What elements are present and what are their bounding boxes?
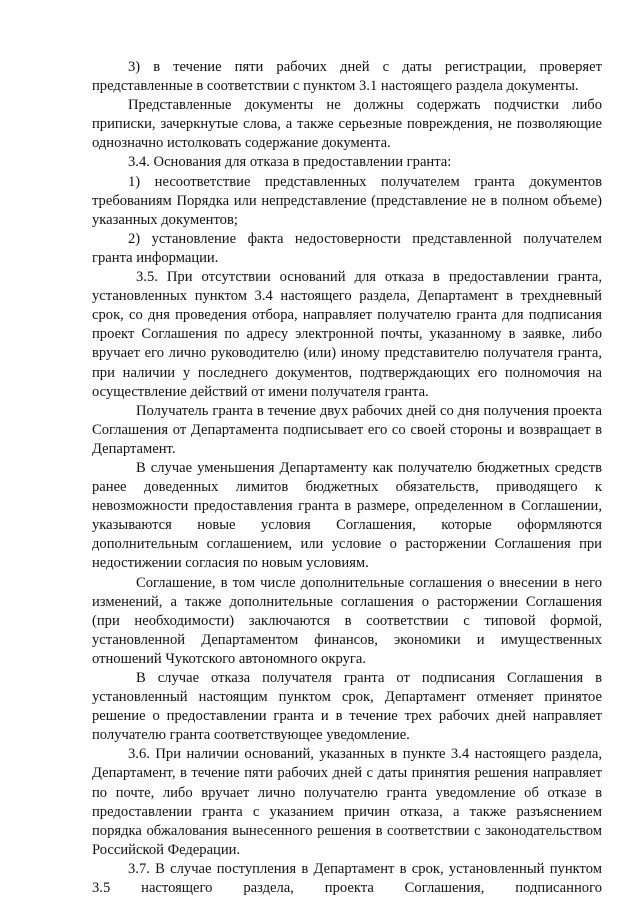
paragraph-signing-term: Получатель гранта в течение двух рабочих дней со дня получения проекта Соглашения от Департамента подписывает его со своей стороны и возвращает в Департамент. [92, 402, 602, 457]
paragraph-3-4-heading: 3.4. Основания для отказа в предоставлении гранта: [128, 154, 452, 171]
document-page [92, 58, 602, 898]
paragraph-3-4-item-1: 1) несоответствие представленных получателем гранта документов требованиям Порядка или непредставление (представление не в полном объеме) указанных документов; [92, 173, 602, 228]
paragraph-3-5: 3.5. При отсутствии оснований для отказа в предоставлении гранта, установленных пунктом 3.4 настоящего раздела, Департамент в трехдневный срок, со дня проведения отбора, направляет получателю гранта для подписания проект Соглашения по адресу электронной почты, указанному в заявке, либо вручает его лично руководителю (или) иному представителю получателя гранта, при наличии у последнего документов, подтверждающих его полномочия на осуществление действий от имени получателя гранта. [92, 269, 602, 400]
paragraph-3-4-item-2: 2) установление факта недостоверности представленной получателем гранта информации. [92, 230, 602, 266]
paragraph-refusal-to-sign: В случае отказа получателя гранта от подписания Соглашения в установленный настоящим пунктом срок, Департамент отменяет принятое решение о предоставлении гранта и в течение трех рабочих дней направляет получателю гранта соответствующее уведомление. [92, 670, 602, 744]
paragraph-limits-reduction: В случае уменьшения Департаменту как получателю бюджетных средств ранее доведенных лимитов бюджетных обязательств, приводящего к невозможности предоставления гранта в размере, определенном в Соглашении, указываются новые условия Соглашения, которые оформляются дополнительным соглашением, или условие о расторжении Соглашения при недостижении согласия по новым условиям. [92, 459, 602, 572]
paragraph-3-6: 3.6. При наличии оснований, указанных в пункте 3.4 настоящего раздела, Департамент, в течение пяти рабочих дней с даты принятия решения направляет по почте, либо вручает лично получателю гранта уведомление об отказе в предоставлении гранта с указанием причин отказа, а также разъяснением порядка обжалования вынесенного решения в соответствии с законодательством Российской Федерации. [92, 746, 602, 858]
paragraph-agreement-form: Соглашение, в том числе дополнительные соглашения о внесении в него изменений, а также дополнительные соглашения о расторжении Соглашения (при необходимости) заключаются в соответствии с типовой формой, установленной Департаментом финансов, экономики и имущественных отношений Чукотского автономного округа. [92, 574, 602, 667]
paragraph-documents-requirements: Представленные документы не должны содержать подчистки либо приписки, зачеркнутые слова, а также серьезные повреждения, не позволяющие однозначно истолковать содержание документа. [92, 97, 602, 152]
paragraph-3-3-item-3: 3) в течение пяти рабочих дней с даты регистрации, проверяет представленные в соответствии с пунктом 3.1 настоящего раздела документы. [92, 59, 602, 95]
paragraph-3-7: 3.7. В случае поступления в Департамент в срок, установленный пунктом 3.5 настоящего раздела, проекта Соглашения, подписанного [92, 860, 602, 897]
